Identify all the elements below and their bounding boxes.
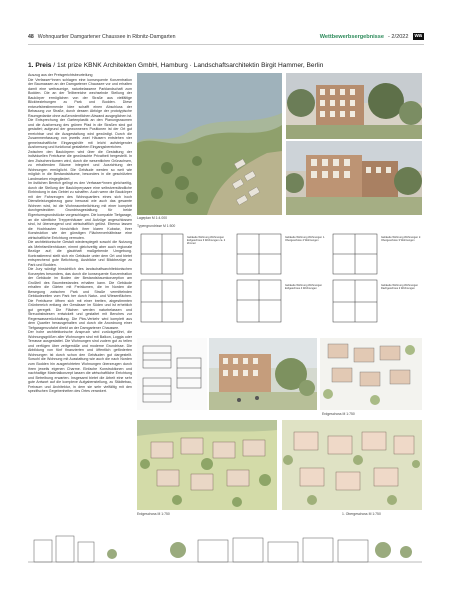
jury-paragraph: Die Verfasser*innen schlagen eine konsequente Konzentration der Baumassen an der Damgartener Chaussee vor und erhalten damit eine weitraumige, naturbelassene Parklandschaft zum Bodden. Die an der Teilbereiche wechselnde Stellung der Baukörper ermöglichen von der Straße aus vielfältige Blickbeziehungen zu Park und Bodden. Diese entwurfsbestimmende Idee schafft einen Abschluss der Bebauung zur Straße, durch dessen Abfolge der prototypische Raumgedanke ohne außerordentlichen Abwand ausgeglichen ist. Die Entsprechung der Gartenplastik an den Planungsraumen und die Ausformung des grünen Pfad in die Straßen sind gut gestaltet; aufgrund der gewonnenen Positionen ist der Ort gut erreichbar und die Ausgestaltung wird gewürdigt. Durch die Zusammenfassung von jeweils zwei Häusern entstehen vier gemeinschaftliche Eingangshöfe mit leicht aufsteigender Ausformung und funktional gestalteten Eingangsbereichen. <box>28 77 132 150</box>
header-rule <box>28 44 424 45</box>
aerial-site-image <box>137 73 282 215</box>
typical-floors-caption: Typengrundrisse M 1:500 <box>137 224 176 228</box>
courtyard-rendering <box>209 338 317 410</box>
jury-heading: Auszug aus der Preisgerichtsbeurteilung <box>28 73 93 77</box>
ground-floor-plan <box>137 420 277 510</box>
article-title <box>28 62 323 69</box>
issue-number: - 2/2022 <box>388 33 409 40</box>
running-header <box>28 34 176 40</box>
section-drawings <box>137 338 207 410</box>
unit-label: Gebäude Wohnung Wohnungen 1. Obergeschoss 4 Wohnungen <box>285 236 325 242</box>
ground-floor-plan-caption: Erdgeschoss M 1:750 <box>137 512 170 516</box>
section-title: Wettbewerbsergebnisse <box>319 33 384 40</box>
upper-floor-plan <box>282 420 422 510</box>
typical-floor-plans <box>137 230 422 336</box>
jury-paragraph: Zwischen den Baukörpern wird über die Gestaltung der individuellen Freiräume die gewünschte Privatheit hergestellt. In den Zwischenräumen wird, durch die wesentlichen Grünachsen, zu erhaltenden Bäume integriert und Ausrichtung der Wohnungen ermöglicht. Die Gebäude werden so weit wie möglich in die Bestandsbäume, besonders in die geschützten Landmarken eingegliedert. <box>28 149 132 181</box>
jury-paragraph: Der hohe architektonische Anspruch wird zurückgeführt, die Wohnungsgrößen aller Wohnungen sind mit Balkon, Loggia oder Terrasse ausgestattet. Die Wohnungen sind zudem gut zu teilen und verfügen über zeitgemäße und moderne Grundrisse. Die Abbildung von fünf finanzierten und öffentlich geförderten Wohnungen ist durch schon den Gebäuden gut dargestellt. Sowohl die Wohnung mit Ausstattung wie auch die nach Norden zum Bodden hin ausgerichteten Wohnungen überzeugen durch ihren jeweils eigenen Charme. Einfache Konstruktionen und nachhaltige Materialkonzept lassen die wirtschaftliche Errichtung und Betreibung erwarten. Insgesamt bietet die Arbeit eine sehr gute Antwort auf die komplexe Aufgabenstellung, zu Städtebau, Freiraum und Architektur, in dem sie sehr vielfältig mit den spezifischen Gegebenheiten des Ortes verankert. <box>28 330 132 394</box>
rendering-top <box>286 73 422 139</box>
jury-text <box>28 73 132 525</box>
running-title: Wohnquartier Damgartener Chaussee in Ribnitz-Damgarten <box>37 34 176 40</box>
elevation-strip <box>28 528 422 568</box>
upper-floor-caption: 1. Obergeschoss M 1:750 <box>342 512 381 516</box>
rendering-bottom <box>286 141 422 215</box>
page-number: 48 <box>28 34 34 40</box>
jury-paragraph: Die architektonische Gestalt wiederspiegelt sowohl die Nutzung als Mehrfamilienhäuser, nimmt gleichzeitig aber auch regionale Bezüge auf; die glaubhaft maßgebende Umgebung. Kontrastierend stellt sich ein Gebäude unter dem Ort und bietet entsprechend gute Belichtung, Ausblicke und Blickbezüge zu Park und Bodden. <box>28 240 132 267</box>
ground-floor-caption: Erdgeschoss M 1:750 <box>322 412 355 416</box>
unit-label: Gebäude Wohnung Wohnungen 2. Obergeschoss 3 Wohnungen <box>381 236 421 242</box>
unit-label: Gebäude Wohnung Wohnungen Dachgeschoss 2 Wohnungen <box>381 284 419 290</box>
prize-team: / 1st prize KBNK Architekten GmbH, Hamburg · Landschaftsarchitektin Birgit Hammer, Berlin <box>51 62 324 69</box>
jury-paragraph: Die Jury würdigt hinsichtlich des landschaftsarchitektonischen Konzeptes besonders, das durch die konsequente Konzentration der Gebäude im Boden der Bestandsbaumkonzeption am Großteil des Baumbestandes erhalten kann. Die Gebäude erhalten die Gärten mit Freiräumen, die im Norden die Bewegung zwischen Park und Straße vermittelnden Gebäudezeilen vom Park her durch Natur- und Wiesenflächen. Die Freiräume öffnen sich mit einer breiten, abgestimmten Grünbereich entlang der Gewässer im Süden und ist erheblich gut geregelt. Die Flächen werden naturbelassen und Streuobstwiesen entwickelt und gestaltet mit Benches zur Regenwasserrückhaltung. Die Pkw-Verkehr wird komplett aus dem Quartier herausgehalten und durch die Anordnung einer Tiefgaragenzufahrt direkt an der Damgartener Chaussee. <box>28 267 132 330</box>
header-section <box>320 33 424 40</box>
upper-floor-overview <box>320 338 422 410</box>
prize-label: 1. Preis <box>28 62 52 69</box>
wa-logo: wa <box>414 33 422 39</box>
unit-label: Gebäude Wohnung Wohnungen Erdgeschoss 4 Wohnungen <box>285 284 323 290</box>
site-plan-caption: Lageplan M 1:4.000 <box>137 216 167 220</box>
unit-label: Gebäude Wohnung Wohnungen Erdgeschoss 3 Wohnungen ca. 2 Zimmer <box>187 236 226 245</box>
jury-paragraph: Im östlichen Bereich gelingt es den Verfasser*innen gleichzeitig, durch die Stellung der Baukörperpaare eine selbstverständliche Einbindung in das Gebiet zu schaffen. Auch wenn die Baukörper mit der Fahrzeugen des Wohnquartiers eines sich hoch Dienstleistungsbezug ganz bewusst wie auch das gesamte Wohnen wird, ist die Wohnraumbelichtung mit einer komplett durchgesteckten Grundrissgestaltung für beide Eigentumsgrundstücke vorgeschlagen. Die kompakte Tiefgarage, an die sämtliche Treppenhäuser und Aufzüge angeschlossen sind, ist überzeugend und wirtschaftlich gelöst. Ebenso lassen die Hochbauten hinsichtlich ihrer klaren Kubatur, ihrer Konstruktion wie der günstigen Flächenverhältnisse eine wirtschaftliche Errichtung vermuten. <box>28 181 132 240</box>
